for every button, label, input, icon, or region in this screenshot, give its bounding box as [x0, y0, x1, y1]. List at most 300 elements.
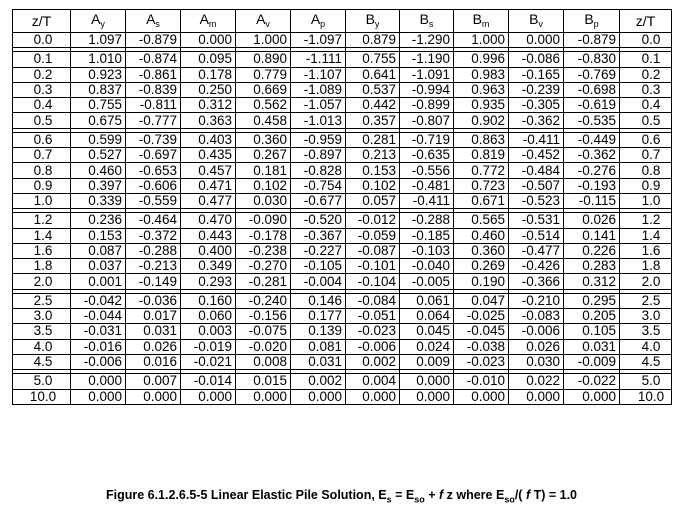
- coefficient-cell: -0.830: [564, 52, 620, 67]
- coefficient-cell: 0.471: [181, 178, 236, 193]
- coefficient-cell: -0.879: [564, 33, 620, 48]
- coefficient-cell: -0.045: [454, 324, 509, 339]
- coefficient-cell: 0.360: [454, 243, 509, 258]
- coefficient-cell: -0.012: [346, 213, 400, 228]
- coefficient-cell: 0.295: [564, 293, 620, 308]
- coefficient-cell: -0.281: [236, 274, 291, 289]
- coefficient-cell: -1.190: [400, 52, 454, 67]
- coefficient-cell: 0.000: [71, 374, 126, 389]
- coefficient-cell: -0.372: [126, 228, 181, 243]
- table-row: [13, 259, 672, 274]
- coefficient-cell: 0.015: [236, 374, 291, 389]
- table-row: [13, 309, 672, 324]
- coefficient-cell: 0.863: [454, 132, 509, 147]
- coefficient-cell: 0.004: [346, 374, 400, 389]
- coefficient-cell: 0.312: [564, 274, 620, 289]
- coefficient-cell: -0.240: [236, 293, 291, 308]
- coefficient-cell: -0.464: [126, 213, 181, 228]
- depth-cell: 4.5: [13, 354, 71, 369]
- coefficient-cell: -0.874: [126, 52, 181, 67]
- coefficient-cell: -0.025: [454, 309, 509, 324]
- coefficient-cell: 0.000: [291, 389, 346, 404]
- table-row: [13, 113, 672, 128]
- coefficient-cell: 0.400: [181, 243, 236, 258]
- depth-cell-right: 3.0: [620, 309, 672, 324]
- coefficient-cell: 0.000: [509, 33, 564, 48]
- coefficient-cell: 0.178: [181, 67, 236, 82]
- coefficient-cell: 0.339: [71, 193, 126, 208]
- depth-cell: 5.0: [13, 374, 71, 389]
- coefficient-cell: 0.000: [400, 374, 454, 389]
- coefficient-cell: -0.031: [71, 324, 126, 339]
- coefficient-cell: 0.026: [564, 213, 620, 228]
- depth-cell: 0.2: [13, 67, 71, 82]
- depth-cell-right: 1.0: [620, 193, 672, 208]
- table-row: [13, 178, 672, 193]
- coefficient-cell: -0.156: [236, 309, 291, 324]
- coefficient-cell: 0.160: [181, 293, 236, 308]
- depth-cell-right: 0.4: [620, 98, 672, 113]
- coefficient-cell: 0.312: [181, 98, 236, 113]
- coefficient-cell: -0.104: [346, 274, 400, 289]
- coefficient-cell: -0.411: [400, 193, 454, 208]
- depth-cell: 0.9: [13, 178, 71, 193]
- coefficient-cell: 0.879: [346, 33, 400, 48]
- table-row: [13, 193, 672, 208]
- coefficient-cell: -0.477: [509, 243, 564, 258]
- coefficient-cell: -0.635: [400, 148, 454, 163]
- depth-cell-right: 1.4: [620, 228, 672, 243]
- coefficient-cell: 1.097: [71, 33, 126, 48]
- coefficient-cell: 0.000: [564, 389, 620, 404]
- coefficient-cell: 0.000: [126, 389, 181, 404]
- coefficient-cell: -0.535: [564, 113, 620, 128]
- coefficient-cell: -0.090: [236, 213, 291, 228]
- coefficient-cell: 0.755: [71, 98, 126, 113]
- coefficient-cell: 0.935: [454, 98, 509, 113]
- column-header-av: $A_v$: [236, 10, 291, 33]
- coefficient-cell: -0.004: [291, 274, 346, 289]
- coefficient-cell: -0.899: [400, 98, 454, 113]
- coefficient-cell: -0.087: [346, 243, 400, 258]
- coefficient-cell: -1.107: [291, 67, 346, 82]
- coefficient-cell: -0.019: [181, 339, 236, 354]
- coefficient-cell: -0.075: [236, 324, 291, 339]
- coefficient-cell: 1.010: [71, 52, 126, 67]
- coefficient-cell: -0.006: [71, 354, 126, 369]
- coefficient-cell: -0.014: [181, 374, 236, 389]
- column-header-z-t2: z/T: [620, 10, 672, 33]
- coefficient-cell: 0.772: [454, 163, 509, 178]
- coefficient-cell: -0.288: [126, 243, 181, 258]
- coefficient-cell: 0.181: [236, 163, 291, 178]
- coefficient-cell: 0.177: [291, 309, 346, 324]
- coefficient-cell: 0.755: [346, 52, 400, 67]
- column-header-bm: $B_m$: [454, 10, 509, 33]
- coefficient-cell: 0.269: [454, 259, 509, 274]
- depth-cell-right: 4.0: [620, 339, 672, 354]
- coefficient-cell: -0.040: [400, 259, 454, 274]
- table-row: [13, 67, 672, 82]
- coefficient-cell: -0.719: [400, 132, 454, 147]
- coefficient-cell: 0.996: [454, 52, 509, 67]
- depth-cell-right: 0.1: [620, 52, 672, 67]
- depth-cell-right: 4.5: [620, 354, 672, 369]
- coefficient-cell: 0.008: [236, 354, 291, 369]
- coefficient-cell: 0.102: [346, 178, 400, 193]
- coefficient-cell: -0.653: [126, 163, 181, 178]
- depth-cell: 3.0: [13, 309, 71, 324]
- coefficient-cell: -0.449: [564, 132, 620, 147]
- depth-cell: 0.0: [13, 33, 71, 48]
- coefficient-cell: 0.000: [400, 389, 454, 404]
- coefficient-cell: -0.036: [126, 293, 181, 308]
- coefficient-cell: -0.698: [564, 82, 620, 97]
- coefficient-cell: -0.006: [346, 339, 400, 354]
- coefficient-cell: -0.178: [236, 228, 291, 243]
- coefficient-cell: -1.089: [291, 82, 346, 97]
- coefficient-cell: -0.086: [509, 52, 564, 67]
- table-row: [13, 213, 672, 228]
- coefficient-cell: -0.185: [400, 228, 454, 243]
- coefficient-cell: -0.531: [509, 213, 564, 228]
- coefficient-cell: 0.435: [181, 148, 236, 163]
- coefficient-cell: 0.031: [291, 354, 346, 369]
- depth-cell: 0.8: [13, 163, 71, 178]
- depth-cell: 1.2: [13, 213, 71, 228]
- coefficient-cell: 0.001: [71, 274, 126, 289]
- coefficient-cell: -0.367: [291, 228, 346, 243]
- coefficient-cell: -0.083: [509, 309, 564, 324]
- coefficient-cell: -0.227: [291, 243, 346, 258]
- coefficient-cell: 1.000: [454, 33, 509, 48]
- depth-cell-right: 3.5: [620, 324, 672, 339]
- table-row: [13, 324, 672, 339]
- coefficient-cell: 0.153: [71, 228, 126, 243]
- coefficient-cell: 0.205: [564, 309, 620, 324]
- coefficient-cell: -0.426: [509, 259, 564, 274]
- coefficient-cell: -0.276: [564, 163, 620, 178]
- pile-solution-table: [12, 9, 672, 405]
- coefficient-cell: -0.239: [509, 82, 564, 97]
- column-header-bs: $B_s$: [400, 10, 454, 33]
- column-header-am: $A_m$: [181, 10, 236, 33]
- coefficient-cell: 0.024: [400, 339, 454, 354]
- coefficient-cell: 0.460: [71, 163, 126, 178]
- coefficient-cell: 0.527: [71, 148, 126, 163]
- coefficient-cell: 0.030: [509, 354, 564, 369]
- depth-cell-right: 0.6: [620, 132, 672, 147]
- coefficient-cell: -0.038: [454, 339, 509, 354]
- coefficient-cell: -0.769: [564, 67, 620, 82]
- coefficient-cell: -0.839: [126, 82, 181, 97]
- coefficient-cell: -0.362: [564, 148, 620, 163]
- coefficient-cell: 0.537: [346, 82, 400, 97]
- coefficient-cell: -0.210: [509, 293, 564, 308]
- coefficient-cell: 0.213: [346, 148, 400, 163]
- coefficient-cell: 0.057: [346, 193, 400, 208]
- coefficient-cell: -0.006: [509, 324, 564, 339]
- coefficient-cell: -0.677: [291, 193, 346, 208]
- coefficient-cell: 0.002: [291, 374, 346, 389]
- coefficient-cell: -0.213: [126, 259, 181, 274]
- coefficient-cell: -0.023: [346, 324, 400, 339]
- coefficient-cell: -0.021: [181, 354, 236, 369]
- coefficient-cell: 0.095: [181, 52, 236, 67]
- coefficient-cell: -1.290: [400, 33, 454, 48]
- depth-cell: 0.6: [13, 132, 71, 147]
- coefficient-cell: 0.819: [454, 148, 509, 163]
- depth-cell-right: 1.8: [620, 259, 672, 274]
- depth-cell-right: 0.7: [620, 148, 672, 163]
- coefficient-cell: 0.009: [400, 354, 454, 369]
- coefficient-cell: 0.102: [236, 178, 291, 193]
- table-row: [13, 148, 672, 163]
- table-row: [13, 82, 672, 97]
- coefficient-cell: 0.890: [236, 52, 291, 67]
- coefficient-cell: 0.000: [236, 389, 291, 404]
- coefficient-cell: -0.084: [346, 293, 400, 308]
- coefficient-cell: 0.016: [126, 354, 181, 369]
- coefficient-cell: 0.283: [564, 259, 620, 274]
- coefficient-cell: -0.105: [291, 259, 346, 274]
- coefficient-cell: 0.442: [346, 98, 400, 113]
- depth-cell: 0.5: [13, 113, 71, 128]
- coefficient-cell: 0.963: [454, 82, 509, 97]
- coefficient-cell: -0.005: [400, 274, 454, 289]
- coefficient-cell: -0.606: [126, 178, 181, 193]
- table-row: [13, 132, 672, 147]
- coefficient-cell: -0.238: [236, 243, 291, 258]
- depth-cell: 2.0: [13, 274, 71, 289]
- coefficient-cell: -0.739: [126, 132, 181, 147]
- column-header-by: $B_y$: [346, 10, 400, 33]
- coefficient-cell: 0.599: [71, 132, 126, 147]
- coefficient-cell: 0.675: [71, 113, 126, 128]
- depth-cell: 10.0: [13, 389, 71, 404]
- depth-cell: 2.5: [13, 293, 71, 308]
- depth-cell: 0.4: [13, 98, 71, 113]
- coefficient-cell: -0.165: [509, 67, 564, 82]
- coefficient-cell: -0.807: [400, 113, 454, 128]
- coefficient-cell: -0.861: [126, 67, 181, 82]
- depth-cell: 1.8: [13, 259, 71, 274]
- coefficient-cell: 0.000: [509, 389, 564, 404]
- coefficient-cell: -0.811: [126, 98, 181, 113]
- table-row: [13, 389, 672, 404]
- coefficient-cell: -1.057: [291, 98, 346, 113]
- coefficient-cell: -0.559: [126, 193, 181, 208]
- coefficient-cell: 0.723: [454, 178, 509, 193]
- coefficient-cell: -0.288: [400, 213, 454, 228]
- coefficient-cell: 0.360: [236, 132, 291, 147]
- coefficient-cell: 0.983: [454, 67, 509, 82]
- column-header-bv: $B_v$: [509, 10, 564, 33]
- coefficient-cell: 0.641: [346, 67, 400, 82]
- coefficient-cell: 0.837: [71, 82, 126, 97]
- coefficient-cell: -0.042: [71, 293, 126, 308]
- coefficient-cell: -0.828: [291, 163, 346, 178]
- coefficient-cell: -0.051: [346, 309, 400, 324]
- coefficient-cell: 0.250: [181, 82, 236, 97]
- coefficient-cell: 0.146: [291, 293, 346, 308]
- coefficient-cell: -0.777: [126, 113, 181, 128]
- column-header-ay: $A_y$: [71, 10, 126, 33]
- coefficient-cell: 0.460: [454, 228, 509, 243]
- coefficient-cell: 0.045: [400, 324, 454, 339]
- coefficient-cell: -0.044: [71, 309, 126, 324]
- coefficient-cell: 0.031: [564, 339, 620, 354]
- column-header-z-t: z/T: [13, 10, 71, 33]
- coefficient-cell: 0.267: [236, 148, 291, 163]
- coefficient-cell: 0.105: [564, 324, 620, 339]
- table-row: [13, 243, 672, 258]
- coefficient-cell: 0.357: [346, 113, 400, 128]
- coefficient-cell: 0.403: [181, 132, 236, 147]
- coefficient-cell: 0.060: [181, 309, 236, 324]
- coefficient-cell: -0.362: [509, 113, 564, 128]
- depth-cell: 1.6: [13, 243, 71, 258]
- coefficient-cell: -0.101: [346, 259, 400, 274]
- coefficient-cell: -0.016: [71, 339, 126, 354]
- coefficient-cell: 0.003: [181, 324, 236, 339]
- coefficient-cell: 0.141: [564, 228, 620, 243]
- coefficient-cell: -0.514: [509, 228, 564, 243]
- coefficient-cell: -0.879: [126, 33, 181, 48]
- depth-cell: 3.5: [13, 324, 71, 339]
- coefficient-cell: 0.671: [454, 193, 509, 208]
- table-row: [13, 374, 672, 389]
- coefficient-cell: -0.009: [564, 354, 620, 369]
- coefficient-cell: 0.000: [181, 33, 236, 48]
- coefficient-cell: -0.484: [509, 163, 564, 178]
- coefficient-cell: 0.923: [71, 67, 126, 82]
- coefficient-cell: 0.026: [509, 339, 564, 354]
- coefficient-cell: -1.091: [400, 67, 454, 82]
- coefficient-cell: 0.000: [181, 389, 236, 404]
- coefficient-cell: -0.507: [509, 178, 564, 193]
- coefficient-cell: 0.226: [564, 243, 620, 258]
- depth-cell: 0.1: [13, 52, 71, 67]
- coefficient-cell: 0.037: [71, 259, 126, 274]
- coefficient-cell: -0.481: [400, 178, 454, 193]
- coefficient-cell: 0.000: [454, 389, 509, 404]
- coefficient-cell: -0.959: [291, 132, 346, 147]
- coefficient-cell: -1.013: [291, 113, 346, 128]
- column-header-as: $A_s$: [126, 10, 181, 33]
- coefficient-cell: 0.397: [71, 178, 126, 193]
- coefficient-cell: -0.452: [509, 148, 564, 163]
- coefficient-cell: -0.149: [126, 274, 181, 289]
- coefficient-cell: 0.081: [291, 339, 346, 354]
- table-row: [13, 52, 672, 67]
- table-row: [13, 274, 672, 289]
- depth-cell-right: 10.0: [620, 389, 672, 404]
- coefficient-cell: 0.087: [71, 243, 126, 258]
- coefficient-cell: 0.190: [454, 274, 509, 289]
- figure-caption: Figure 6.1.2.6.5-5 Linear Elastic Pile Solution, $E_s = E_{so} + f$ z where $E_{so}/$( f T) = 1.0: [105, 488, 578, 505]
- depth-cell-right: 0.9: [620, 178, 672, 193]
- coefficient-cell: -0.305: [509, 98, 564, 113]
- coefficient-cell: -0.897: [291, 148, 346, 163]
- coefficient-cell: 0.030: [236, 193, 291, 208]
- coefficient-cell: -1.111: [291, 52, 346, 67]
- depth-cell-right: 5.0: [620, 374, 672, 389]
- coefficient-cell: 0.669: [236, 82, 291, 97]
- coefficient-cell: -0.023: [454, 354, 509, 369]
- coefficient-cell: -0.754: [291, 178, 346, 193]
- coefficient-cell: 0.031: [126, 324, 181, 339]
- depth-cell: 4.0: [13, 339, 71, 354]
- coefficient-cell: 0.139: [291, 324, 346, 339]
- coefficient-cell: 0.281: [346, 132, 400, 147]
- coefficient-cell: -0.523: [509, 193, 564, 208]
- coefficient-cell: 0.002: [346, 354, 400, 369]
- coefficient-cell: -0.619: [564, 98, 620, 113]
- coefficient-cell: 0.443: [181, 228, 236, 243]
- depth-cell: 1.4: [13, 228, 71, 243]
- depth-cell-right: 1.2: [620, 213, 672, 228]
- coefficient-cell: -0.010: [454, 374, 509, 389]
- coefficient-cell: 0.363: [181, 113, 236, 128]
- coefficient-cell: 0.061: [400, 293, 454, 308]
- table-row: [13, 354, 672, 369]
- coefficient-cell: 0.902: [454, 113, 509, 128]
- coefficient-cell: 0.562: [236, 98, 291, 113]
- table-row: [13, 293, 672, 308]
- coefficient-cell: -0.020: [236, 339, 291, 354]
- table-row: [13, 228, 672, 243]
- coefficient-cell: 0.017: [126, 309, 181, 324]
- depth-cell: 0.7: [13, 148, 71, 163]
- table-row: [13, 339, 672, 354]
- depth-cell-right: 0.5: [620, 113, 672, 128]
- coefficient-cell: 0.000: [71, 389, 126, 404]
- column-header-ap: $A_p$: [291, 10, 346, 33]
- coefficient-cell: -0.270: [236, 259, 291, 274]
- coefficient-cell: -0.059: [346, 228, 400, 243]
- depth-cell-right: 0.8: [620, 163, 672, 178]
- coefficient-cell: 0.477: [181, 193, 236, 208]
- coefficient-cell: 0.458: [236, 113, 291, 128]
- column-header-bp: $B_p$: [564, 10, 620, 33]
- coefficient-cell: 0.349: [181, 259, 236, 274]
- depth-cell-right: 0.2: [620, 67, 672, 82]
- depth-cell-right: 1.6: [620, 243, 672, 258]
- coefficient-cell: -0.520: [291, 213, 346, 228]
- coefficient-cell: -0.556: [400, 163, 454, 178]
- depth-cell: 1.0: [13, 193, 71, 208]
- depth-cell: 0.3: [13, 82, 71, 97]
- coefficient-cell: -0.103: [400, 243, 454, 258]
- coefficient-cell: -1.097: [291, 33, 346, 48]
- coefficient-cell: 0.047: [454, 293, 509, 308]
- coefficient-cell: 0.470: [181, 213, 236, 228]
- coefficient-cell: -0.697: [126, 148, 181, 163]
- table-row: [13, 98, 672, 113]
- coefficient-cell: -0.115: [564, 193, 620, 208]
- depth-cell-right: 2.5: [620, 293, 672, 308]
- coefficient-cell: -0.022: [564, 374, 620, 389]
- header-row: [13, 10, 672, 33]
- coefficient-cell: 0.000: [346, 389, 400, 404]
- table-body: [13, 33, 672, 405]
- coefficient-cell: 0.779: [236, 67, 291, 82]
- coefficient-cell: -0.193: [564, 178, 620, 193]
- coefficient-cell: -0.411: [509, 132, 564, 147]
- depth-cell-right: 0.3: [620, 82, 672, 97]
- coefficient-cell: 0.236: [71, 213, 126, 228]
